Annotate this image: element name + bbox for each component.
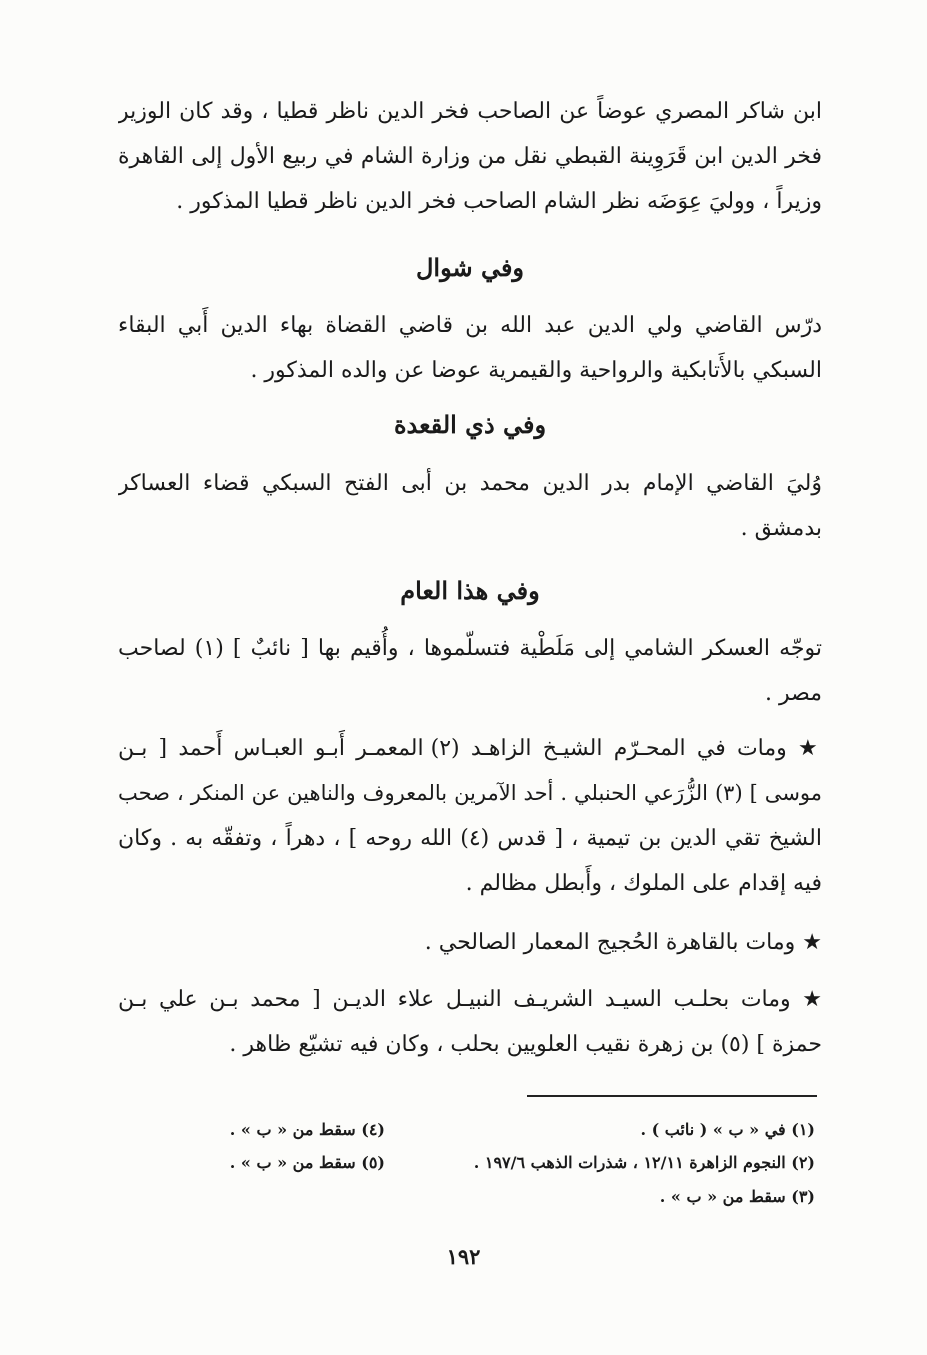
page-number: ١٩٢ (446, 1244, 481, 1269)
text-line: فخر الدين ابن قَرَوِينة القبطي نقل من وزارة الشام في ربيع الأول إلى القاهرة (118, 144, 822, 169)
paragraph-teaching (118, 303, 822, 393)
paragraph-vizier-appointment (118, 89, 822, 224)
text-line: درّس القاضي ولي الدين عبد الله بن قاضي القضاة بهاء الدين أَبي البقاء (118, 313, 822, 338)
obituary-ahmad-ibn-musa (118, 726, 822, 906)
footnote-2: (٢) النجوم الزاهرة ١٢/١١ ، شذرات الذهب ١٩٧/٦ . (473, 1153, 815, 1172)
paragraph-judgeship (118, 461, 822, 551)
footnote-4: (٤) سقط من « ب » . (229, 1120, 385, 1139)
paragraph-malatya (118, 626, 822, 716)
text-line: الشيخ تقي الدين بن تيمية ، [ قدس (٤) الله روحه ] ، دهراً ، وتفقّه به . وكان (118, 826, 822, 851)
text-line: السبكي بالأَتابكية والرواحية والقيمرية عوضا عن والده المذكور . (250, 358, 822, 383)
footnote-1: (١) في « ب » ( نائب ) . (640, 1120, 815, 1139)
obituary-hujayj (118, 920, 822, 965)
text-line: وزيراً ، ووليَ عِوَضَه نظر الشام الصاحب فخر الدين ناظر قطيا المذكور . (176, 189, 822, 214)
section-heading-shawwal: وفي شوال (415, 253, 525, 282)
text-line: ابن شاكر المصري عوضاً عن الصاحب فخر الدين ناظر قطيا ، وقد كان الوزير (118, 99, 822, 124)
footnote-5: (٥) سقط من « ب » . (229, 1153, 385, 1172)
text-line: موسى ] (٣) الزُّرَعي الحنبلي . أحد الآمرين بالمعروف والناهين عن المنكر ، صحب (118, 781, 822, 805)
text-line: ★ ومات بحلـب السيـد الشريـف النبيـل علاء الديـن [ محمد بـن علي بـن (118, 987, 822, 1012)
text-line: ★ ومات في المحـرّم الشيـخ الزاهـد (٢) المعمـر أَبـو العبـاس أَحمد [ بـن (118, 736, 822, 761)
footnote-3: (٣) سقط من « ب » . (659, 1187, 815, 1206)
footnote-separator (527, 1095, 817, 1097)
text-line: حمزة ] (٥) بن زهرة نقيب العلويين بحلب ، وكان فيه تشيّع ظاهر . (229, 1032, 822, 1057)
text-line: بدمشق . (740, 516, 822, 541)
text-line: مصر . (765, 681, 822, 706)
text-line: ★ ومات بالقاهرة الحُجيج المعمار الصالحي . (424, 930, 822, 955)
text-line: فيه إقدام على الملوك ، وأَبطل مظالم . (465, 871, 822, 896)
text-line: وُليَ القاضي الإمام بدر الدين محمد بن أبى الفتح السبكي قضاء العساكر (118, 471, 822, 496)
text-line: توجّه العسكر الشامي إلى مَلَطْية فتسلّموها ، وأُقيم بها [ نائبٌ ] (١) لصاحب (118, 636, 822, 661)
obituary-ibn-zuhra (118, 977, 822, 1067)
section-heading-this-year: وفي هذا العام (400, 576, 540, 605)
section-heading-dhul-qada: وفي ذي القعدة (393, 410, 547, 439)
